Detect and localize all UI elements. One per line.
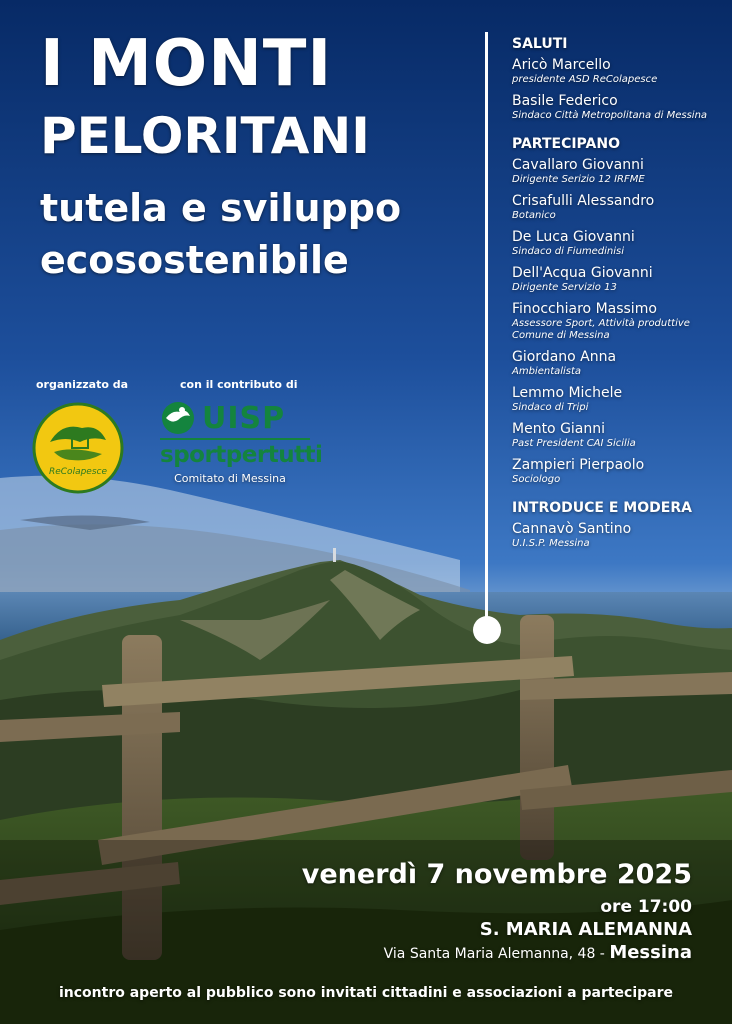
speakers-column [512,36,724,557]
speaker-role: U.I.S.P. Messina [512,538,590,549]
speaker-item [512,93,724,122]
speaker-role: Assessore Sport, Attività produttive Comune di Messina [512,318,690,341]
speaker-name: Mento Gianni [512,421,606,437]
speaker-role: Dirigente Serizio 12 IRFME [512,174,645,185]
logo-text: ReColapesce [48,467,108,477]
speaker-role: presidente ASD ReColapesce [512,74,658,85]
section-heading: SALUTI [512,36,568,52]
speaker-role: Sindaco di Fiumedinisi [512,246,625,257]
speaker-name: Zampieri Pierpaolo [512,457,645,473]
address-street: Via Santa Maria Alemanna, 48 - [383,946,605,962]
speaker-name: Aricò Marcello [512,57,611,73]
event-info [302,858,692,965]
uisp-wordmark: UISP [202,400,286,436]
title-line-2: PELORITANI [40,107,370,165]
event-date: venerdì 7 novembre 2025 [301,859,692,890]
event-address [302,942,692,965]
speaker-role: Sociologo [512,474,561,485]
speaker-role: Ambientalista [512,366,582,377]
section-moderator [512,500,724,550]
speaker-name: Dell'Acqua Giovanni [512,265,653,281]
speaker-role: Past President CAI Sicilia [512,438,636,449]
speaker-item [512,193,724,222]
uisp-globe-icon [160,400,196,436]
title-line-1: I MONTI [40,27,333,101]
timeline-dot [473,616,501,644]
speaker-name: Cannavò Santino [512,521,632,537]
speaker-item [512,521,724,550]
speaker-name: Cavallaro Giovanni [512,157,644,173]
speaker-role: Sindaco di Tripi [512,402,589,413]
speaker-item [512,301,724,342]
speaker-item [512,57,724,86]
speaker-item [512,157,724,186]
speaker-name: Giordano Anna [512,349,617,365]
speaker-item [512,457,724,486]
speaker-item [512,229,724,258]
section-saluti [512,36,724,122]
speaker-name: Basile Federico [512,93,618,109]
section-heading: PARTECIPANO [512,136,620,152]
speaker-name: Crisafulli Alessandro [512,193,655,209]
speaker-role: Botanico [512,210,556,221]
section-partecipano [512,136,724,486]
recolapesce-logo [32,402,124,494]
speaker-item [512,385,724,414]
uisp-logo [160,400,323,485]
speaker-name: De Luca Giovanni [512,229,635,245]
uisp-slogan: sportpertutti [160,438,310,468]
footer-invitation: incontro aperto al pubblico sono invitati cittadini e associazioni a partecipare [58,985,674,1001]
speaker-name: Finocchiaro Massimo [512,301,657,317]
uisp-committee: Comitato di Messina [174,472,286,485]
speaker-name: Lemmo Michele [512,385,623,401]
speaker-item [512,421,724,450]
address-city: Messina [609,942,692,963]
organized-by-label: organizzato da [36,378,129,391]
event-venue: S. MARIA ALEMANNA [479,919,692,940]
contribution-label: con il contributo di [180,378,298,391]
speaker-item [512,349,724,378]
subtitle-line-1: tutela e sviluppo [40,186,402,230]
speaker-item [512,265,724,294]
speaker-role: Dirigente Servizio 13 [512,282,617,293]
timeline-line [485,32,488,624]
speaker-role: Sindaco Città Metropolitana di Messina [512,110,708,121]
section-heading: INTRODUCE E MODERA [512,500,692,516]
subtitle-line-2: ecosostenibile [40,238,349,282]
event-time: ore 17:00 [600,897,692,917]
